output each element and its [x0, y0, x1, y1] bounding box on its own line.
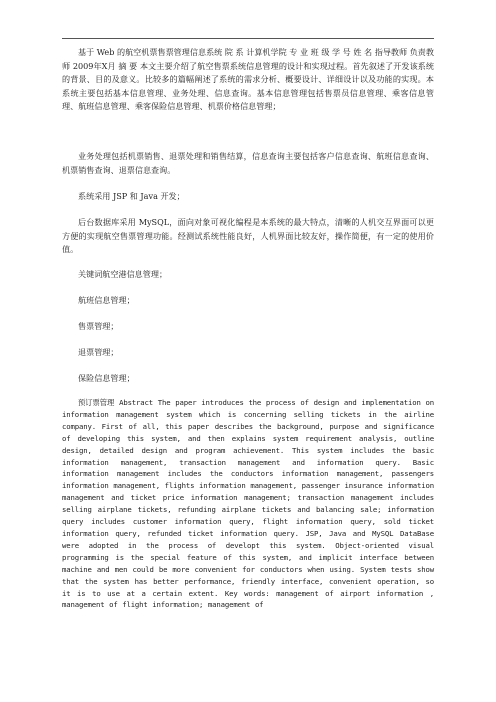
abstract-cn-intro: 基于 Web 的航空机票售票管理信息系统 院 系 计算机学院 专 业 班 级 学 号 姓 名 指导教师 负责教师 2009年X月 摘 要 本文主要介绍了航空售票系统信息管理的设计和实现过程。首先叙述了开发该系统的背景、目的及意义。比较多的篇幅阐述了系统的需求分析、概要设计、详细设计以及功能的实现。本系统主要包括基本信息管理、业务处理、信息查询。基本信息管理包括售票员信息管理、乘客信息管理、航班信息管理、乘客保险信息管理、机票价格信息管理；	[62, 47, 434, 111]
keyword-sales: 售票管理；	[78, 321, 119, 331]
keyword-flight: 航班信息管理；	[78, 295, 135, 305]
abstract-en: 预订票管理 Abstract The paper introduces the process of design and implementation on information management system which is concerning selling tickets in the airline company. First of all, this paper describes the background, purpose and significance of developing this system, and then explains system requirement analysis, outline design, detailed design and program achievement. This system includes the basic information management, transaction management and information query. Basic information management includes the conductors information management, passengers information management, flights information management, passenger insurance information management and ticket price information management; transaction management includes selling airplane tickets, refunding airplane tickets and balancing sale; information query includes customer information query, flight information query, sold ticket information query, refunded ticket information query. JSP, Java and MySQL DataBase were adopted in the process of developt this system. Object-oriented visual programming is the special feature of this system, and implicit interface between machine and men could be more convenient for conductors when using. System tests show that the system has better performance, friendly interface, convenient operation, so it is to use at a certain extent. Key words: management of airport information , management of flight information; management of	[62, 398, 434, 610]
abstract-cn-business: 业务处理包括机票销售、退票处理和销售结算，信息查询主要包括客户信息查询、航班信息查询、机票销售查询、退票信息查询。	[62, 151, 434, 175]
keyword-insurance: 保险信息管理；	[78, 373, 135, 383]
keyword-refund: 退票管理；	[78, 347, 119, 357]
document-page	[62, 0, 434, 702]
abstract-cn-db: 后台数据库采用 MySQL，面向对象可视化编程是本系统的最大特点，清晰的人机交互界面可以更方便的实现航空售票管理功能。经测试系统性能良好，人机界面比较友好，操作简便，有一定的使用价值。	[62, 217, 434, 254]
keywords-title: 关键词航空港信息管理；	[78, 269, 168, 279]
abstract-cn-tech: 系统采用 JSP 和 Java 开发；	[78, 191, 185, 201]
